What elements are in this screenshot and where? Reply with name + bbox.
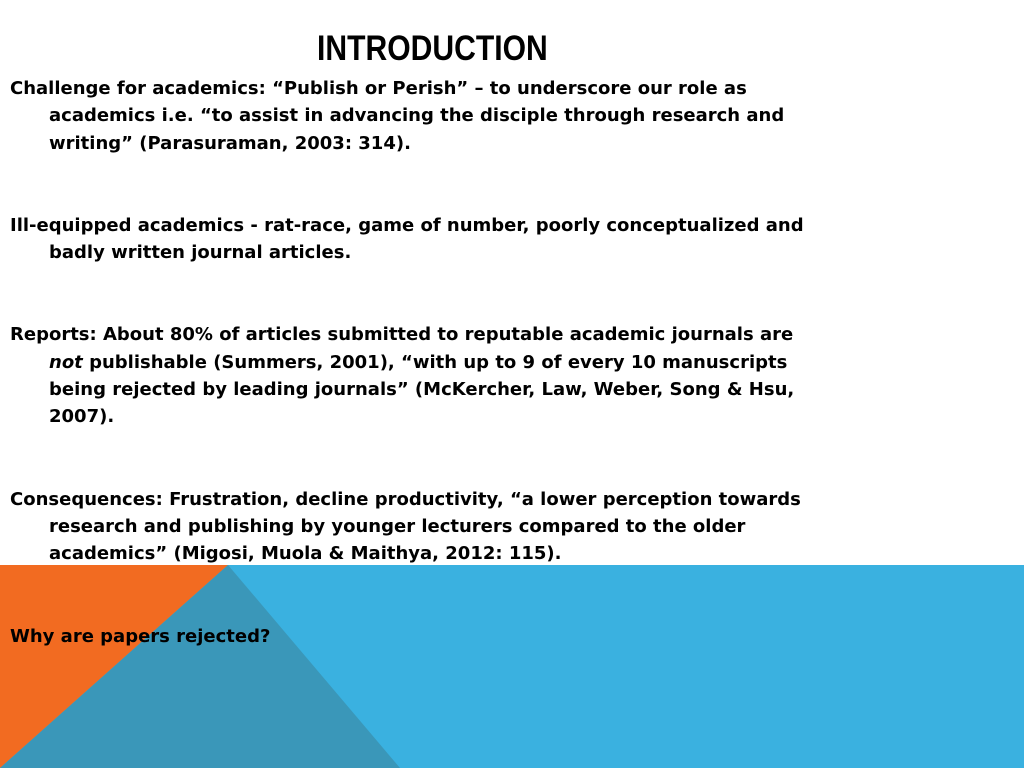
paragraph-spacer	[10, 157, 970, 212]
paragraph-challenge-line3: writing” (Parasuraman, 2003: 314).	[49, 132, 411, 154]
paragraph-reports-line4: 2007).	[49, 406, 115, 428]
paragraph-spacer	[10, 568, 970, 623]
paragraph-reports-line2: publishable (Summers, 2001), “with up to 9 of every 10 manuscripts	[82, 351, 788, 373]
paragraph-spacer	[10, 266, 970, 321]
paragraph-reports	[10, 321, 970, 430]
paragraph-challenge-line2: academics i.e. “to assist in advancing the disciple through research and	[49, 105, 785, 127]
paragraph-challenge-line1: Challenge for academics: “Publish or Perish” – to underscore our role as	[10, 78, 747, 99]
paragraph-ill-equipped-line2: badly written journal articles.	[49, 242, 352, 264]
paragraph-consequences-line3: academics” (Migosi, Muola & Maithya, 2012: 115).	[49, 543, 562, 565]
paragraph-question-line1: Why are papers rejected?	[10, 625, 271, 647]
paragraph-consequences	[10, 486, 970, 568]
paragraph-challenge	[10, 75, 970, 157]
emphasis-not: not	[49, 351, 83, 373]
paragraph-ill-equipped	[10, 212, 970, 267]
paragraph-consequences-line1: Consequences: Frustration, decline productivity, “a lower perception towards	[10, 488, 801, 510]
paragraph-ill-equipped-line1: Ill-equipped academics - rat-race, game of number, poorly conceptualized and	[10, 214, 804, 236]
paragraph-consequences-line2: research and publishing by younger lecturers compared to the older	[49, 515, 746, 537]
paragraph-question	[10, 623, 970, 650]
slide-title: INTRODUCTION	[317, 29, 548, 68]
slide-body	[10, 75, 970, 650]
paragraph-spacer	[10, 431, 970, 486]
paragraph-reports-line3: being rejected by leading journals” (McKercher, Law, Weber, Song & Hsu,	[49, 379, 795, 401]
paragraph-reports-line1: Reports: About 80% of articles submitted to reputable academic journals are	[10, 324, 794, 346]
